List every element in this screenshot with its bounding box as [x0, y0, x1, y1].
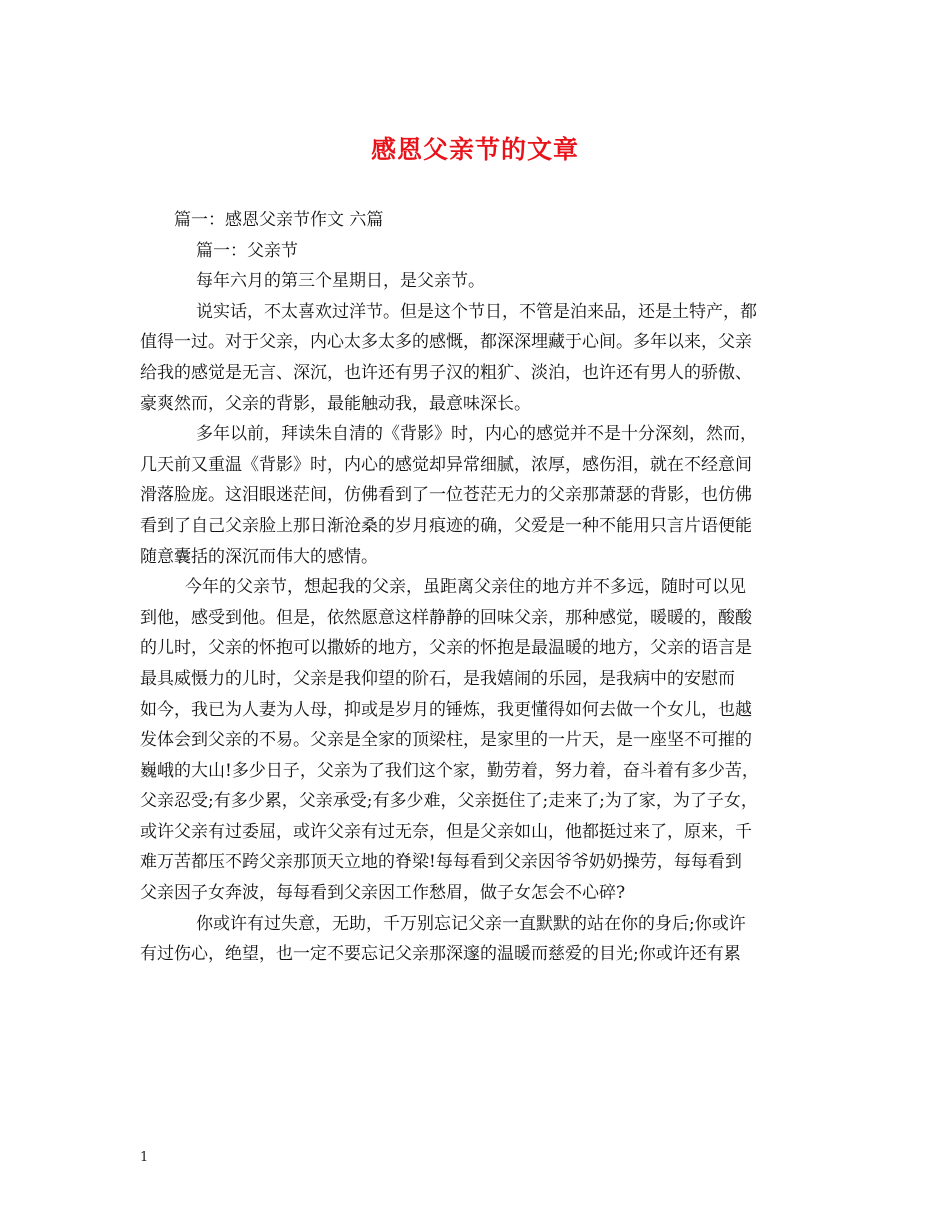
body-line: 今年的父亲节，想起我的父亲，虽距离父亲住的地方并不多远，随时可以见	[185, 577, 746, 598]
body-line: 巍峨的大山!多少日子，父亲为了我们这个家，勤劳着，努力着，奋斗着有多少苦，	[140, 760, 759, 781]
body-line: 值得一过。对于父亲，内心太多太多的感慨，都深深埋藏于心间。多年以来，父亲	[140, 332, 752, 353]
body-line: 滑落脸庞。这泪眼迷茫间，仿佛看到了一位苍茫无力的父亲那萧瑟的背影，也仿佛	[140, 485, 752, 506]
body-line: 父亲因子女奔波，每每看到父亲因工作愁眉，做子女怎会不心碎?	[140, 883, 626, 904]
document-title: 感恩父亲节的文章	[370, 135, 579, 164]
body-line: 父亲忍受;有多少累，父亲承受;有多少难，父亲挺住了;走来了;为了家，为了子女，	[140, 791, 758, 812]
body-line: 篇一：父亲节	[196, 240, 298, 261]
body-line: 看到了自己父亲脸上那日渐沧桑的岁月痕迹的确，父爱是一种不能用只言片语便能	[140, 515, 752, 536]
document-body	[140, 205, 820, 970]
body-line: 说实话，不太喜欢过洋节。但是这个节日，不管是泊来品，还是土特产，都	[196, 301, 757, 322]
body-line: 如今，我已为人妻为人母，抑或是岁月的锤炼，我更懂得如何去做一个女儿，也越	[140, 699, 752, 720]
body-line: 每年六月的第三个星期日，是父亲节。	[196, 271, 485, 292]
body-line: 难万苦都压不跨父亲那顶天立地的脊梁!每每看到父亲因爷爷奶奶操劳，每每看到	[140, 852, 742, 873]
body-line: 最具威慑力的儿时，父亲是我仰望的阶石，是我嬉闹的乐园，是我病中的安慰而	[140, 668, 735, 689]
body-line: 你或许有过失意，无助，千万别忘记父亲一直默默的站在你的身后;你或许	[196, 913, 746, 934]
body-line: 几天前又重温《背影》时，内心的感觉却异常细腻，浓厚，感伤泪，就在不经意间	[140, 454, 752, 475]
body-line: 或许父亲有过委屈，或许父亲有过无奈，但是父亲如山，他都挺过来了，原来，千	[140, 821, 752, 842]
body-line: 豪爽然而，父亲的背影，最能触动我，最意味深长。	[140, 393, 531, 414]
body-line: 随意囊括的深沉而伟大的感情。	[140, 546, 378, 567]
body-line: 篇一：感恩父亲节作文 六篇	[174, 210, 384, 230]
body-line: 的儿时，父亲的怀抱可以撒娇的地方，父亲的怀抱是最温暖的地方，父亲的语言是	[140, 638, 752, 659]
body-line: 到他，感受到他。但是，依然愿意这样静静的回味父亲，那种感觉，暖暖的，酸酸	[140, 607, 752, 628]
body-line: 给我的感觉是无言、深沉，也许还有男子汉的粗犷、淡泊，也许还有男人的骄傲、	[140, 362, 752, 383]
body-line: 多年以前，拜读朱自清的《背影》时，内心的感觉并不是十分深刻，然而，	[196, 424, 757, 445]
body-line: 发体会到父亲的不易。父亲是全家的顶梁柱，是家里的一片天，是一座坚不可摧的	[140, 730, 752, 751]
page-number: 1	[140, 1150, 149, 1165]
body-line: 有过伤心，绝望，也一定不要忘记父亲那深邃的温暖而慈爱的目光;你或许还有累	[140, 944, 741, 965]
